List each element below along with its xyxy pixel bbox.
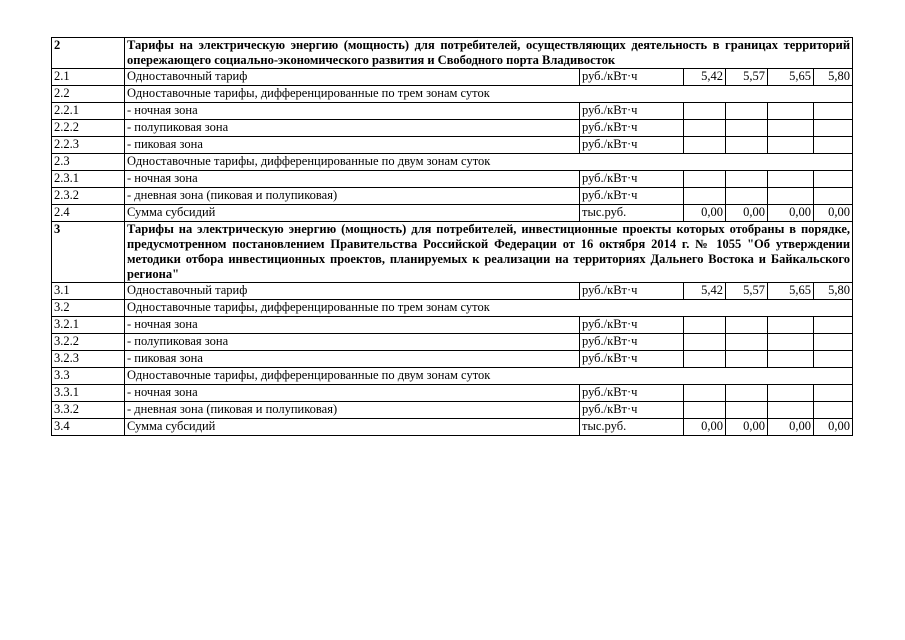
table-row (52, 368, 853, 385)
row-value: 0,00 (768, 419, 814, 436)
row-number: 3.3.2 (52, 402, 125, 419)
row-value (768, 120, 814, 137)
row-unit: руб./кВт·ч (580, 283, 684, 300)
row-value (684, 120, 726, 137)
row-value (726, 334, 768, 351)
row-name: Одноставочный тариф (125, 283, 580, 300)
row-value (684, 103, 726, 120)
row-value (684, 188, 726, 205)
row-value: 0,00 (814, 419, 853, 436)
table-row (52, 154, 853, 171)
row-value: 5,65 (768, 283, 814, 300)
row-value: 0,00 (726, 205, 768, 222)
row-unit: руб./кВт·ч (580, 334, 684, 351)
section-header-row (52, 38, 853, 69)
row-value (726, 103, 768, 120)
tariff-table (51, 37, 853, 436)
row-value (684, 317, 726, 334)
row-value (726, 402, 768, 419)
row-value (768, 137, 814, 154)
row-number: 2.2.1 (52, 103, 125, 120)
row-value (814, 317, 853, 334)
row-name: Одноставочные тарифы, дифференцированные по двум зонам суток (125, 154, 853, 171)
row-unit: руб./кВт·ч (580, 103, 684, 120)
row-unit: руб./кВт·ч (580, 69, 684, 86)
row-value: 0,00 (814, 205, 853, 222)
row-value (814, 188, 853, 205)
table-row (52, 334, 853, 351)
row-value (726, 137, 768, 154)
row-unit: руб./кВт·ч (580, 402, 684, 419)
table-row (52, 283, 853, 300)
row-number: 2.3 (52, 154, 125, 171)
table-row (52, 69, 853, 86)
table-row (52, 86, 853, 103)
table-row (52, 171, 853, 188)
row-value (814, 402, 853, 419)
table-row (52, 120, 853, 137)
row-number: 3.2.1 (52, 317, 125, 334)
table-row (52, 351, 853, 368)
row-value (684, 402, 726, 419)
row-value: 5,42 (684, 283, 726, 300)
row-value (768, 188, 814, 205)
row-unit: руб./кВт·ч (580, 385, 684, 402)
row-name: Одноставочный тариф (125, 69, 580, 86)
row-value (814, 351, 853, 368)
row-value (684, 385, 726, 402)
row-unit: руб./кВт·ч (580, 137, 684, 154)
row-number: 3.3 (52, 368, 125, 385)
row-name: Одноставочные тарифы, дифференцированные по трем зонам суток (125, 86, 853, 103)
row-number: 2.2.2 (52, 120, 125, 137)
table-row (52, 188, 853, 205)
row-name: - пиковая зона (125, 137, 580, 154)
row-number: 3.2 (52, 300, 125, 317)
row-name: Сумма субсидий (125, 205, 580, 222)
row-unit: руб./кВт·ч (580, 120, 684, 137)
row-value: 5,80 (814, 283, 853, 300)
row-value (814, 120, 853, 137)
row-number: 3.2.2 (52, 334, 125, 351)
row-number: 3.1 (52, 283, 125, 300)
row-value: 0,00 (684, 419, 726, 436)
table-row (52, 205, 853, 222)
section-header-row (52, 222, 853, 283)
row-value (726, 317, 768, 334)
row-number: 2.1 (52, 69, 125, 86)
row-unit: руб./кВт·ч (580, 351, 684, 368)
row-name: - ночная зона (125, 171, 580, 188)
row-value (726, 120, 768, 137)
row-name: Одноставочные тарифы, дифференцированные по трем зонам суток (125, 300, 853, 317)
row-value (684, 137, 726, 154)
row-value (684, 351, 726, 368)
row-name: - ночная зона (125, 385, 580, 402)
row-unit: тыс.руб. (580, 419, 684, 436)
row-value (814, 103, 853, 120)
row-unit: руб./кВт·ч (580, 188, 684, 205)
row-number: 3.3.1 (52, 385, 125, 402)
row-number: 3.2.3 (52, 351, 125, 368)
row-value (768, 351, 814, 368)
row-value (768, 103, 814, 120)
row-value (684, 171, 726, 188)
section-title: Тарифы на электрическую энергию (мощность) для потребителей, осуществляющих деятельность в границах территорий опережающего социально-экономического развития и Свободного порта Владивосток (125, 38, 853, 69)
row-name: - ночная зона (125, 103, 580, 120)
row-value (768, 171, 814, 188)
row-name: - дневная зона (пиковая и полупиковая) (125, 188, 580, 205)
row-value (814, 334, 853, 351)
row-value (726, 351, 768, 368)
table-row (52, 385, 853, 402)
row-name: - пиковая зона (125, 351, 580, 368)
row-number: 2.4 (52, 205, 125, 222)
row-value (726, 188, 768, 205)
row-value: 0,00 (768, 205, 814, 222)
row-unit: руб./кВт·ч (580, 171, 684, 188)
row-value (768, 402, 814, 419)
row-value (814, 385, 853, 402)
row-value (726, 171, 768, 188)
table-row (52, 300, 853, 317)
row-number: 2.3.2 (52, 188, 125, 205)
row-name: - дневная зона (пиковая и полупиковая) (125, 402, 580, 419)
row-number: 2.3.1 (52, 171, 125, 188)
section-title: Тарифы на электрическую энергию (мощность) для потребителей, инвестиционные проекты которых отобраны в порядке, предусмотренном постановлением Правительства Российской Федерации от 16 октября 2014 г. № 1055 "Об утверждении методики отбора инвестиционных проектов, планируемых к реализации на территориях Дальнего Востока и Байкальского региона" (125, 222, 853, 283)
row-value (768, 334, 814, 351)
row-unit: тыс.руб. (580, 205, 684, 222)
table-row (52, 103, 853, 120)
row-number: 2.2 (52, 86, 125, 103)
row-name: Сумма субсидий (125, 419, 580, 436)
table-row (52, 317, 853, 334)
row-number: 2.2.3 (52, 137, 125, 154)
table-row (52, 402, 853, 419)
section-number: 2 (52, 38, 125, 69)
table-row (52, 137, 853, 154)
row-value: 5,42 (684, 69, 726, 86)
row-value (768, 385, 814, 402)
row-value (684, 334, 726, 351)
row-number: 3.4 (52, 419, 125, 436)
row-value (726, 385, 768, 402)
row-name: - полупиковая зона (125, 334, 580, 351)
row-name: - ночная зона (125, 317, 580, 334)
row-value (814, 137, 853, 154)
row-value: 5,57 (726, 69, 768, 86)
row-value: 0,00 (684, 205, 726, 222)
table-body (52, 38, 853, 436)
row-value: 5,65 (768, 69, 814, 86)
table-row (52, 419, 853, 436)
row-unit: руб./кВт·ч (580, 317, 684, 334)
row-value: 0,00 (726, 419, 768, 436)
row-name: Одноставочные тарифы, дифференцированные по двум зонам суток (125, 368, 853, 385)
row-value: 5,80 (814, 69, 853, 86)
row-value (814, 171, 853, 188)
row-name: - полупиковая зона (125, 120, 580, 137)
section-number: 3 (52, 222, 125, 283)
row-value: 5,57 (726, 283, 768, 300)
row-value (768, 317, 814, 334)
